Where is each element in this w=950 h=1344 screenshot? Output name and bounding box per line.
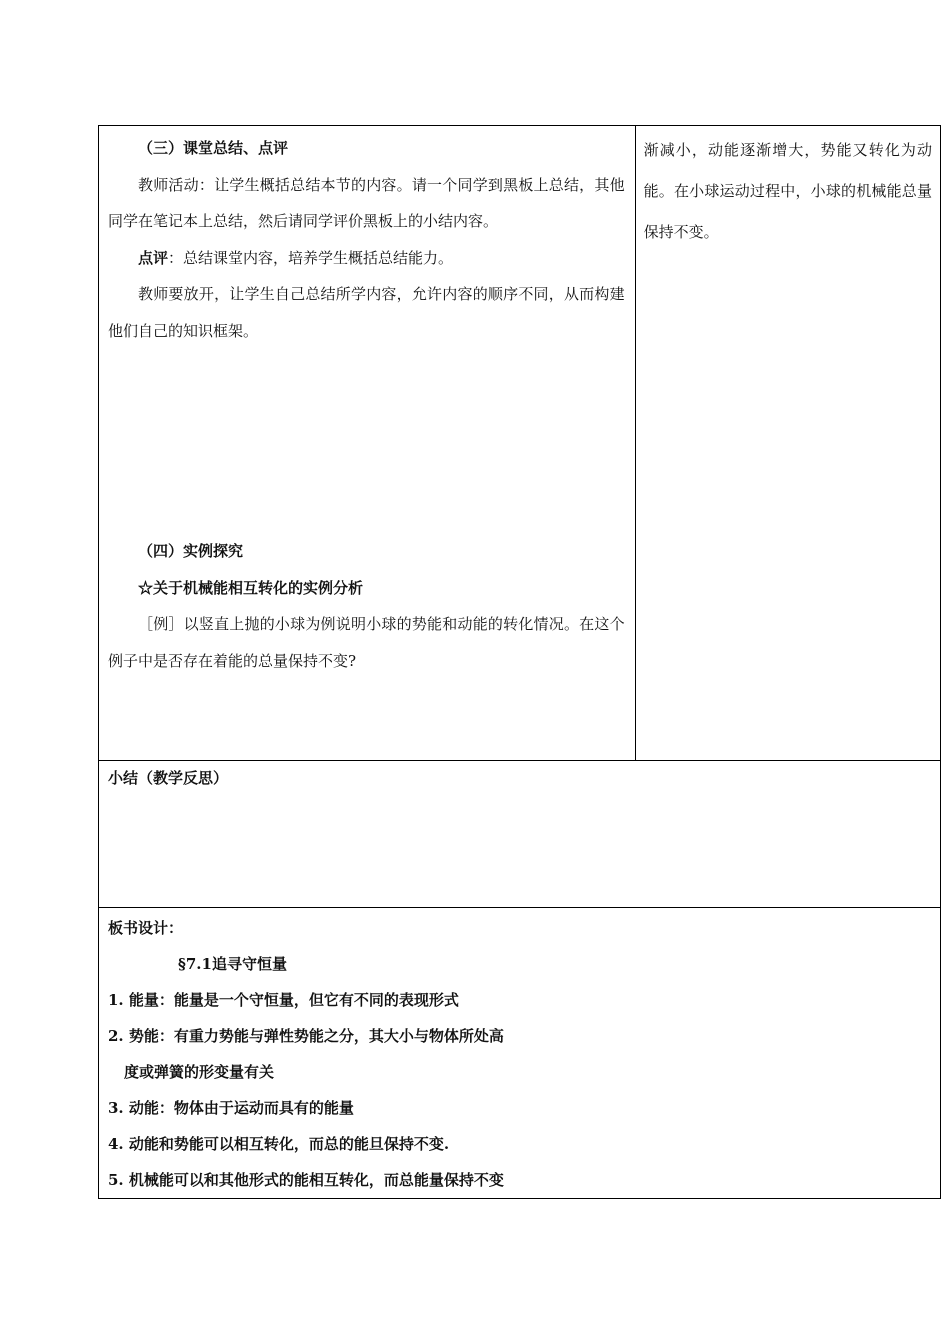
comment-text: ：总结课堂内容，培养学生概括总结能力。	[168, 248, 454, 267]
blank-space	[108, 349, 625, 533]
board-item: 1. 能量：能量是一个守恒量，但它有不同的表现形式	[108, 991, 459, 1009]
teacher-activity-text: 教师活动：让学生概括总结本节的内容。请一个同学到黑板上总结，其他同学在笔记本上总结，然后请同学评价黑板上的小结内容。	[108, 175, 625, 230]
comment-paragraph	[108, 240, 625, 277]
board-row	[99, 908, 941, 1199]
board-item: 4. 动能和势能可以相互转化，而总的能旦保持不变.	[108, 1135, 450, 1153]
section4-subheading: ☆关于机械能相互转化的实例分析	[138, 578, 364, 597]
board-item: 3. 动能：物体由于运动而具有的能量	[108, 1099, 354, 1117]
board-item-continuation: 度或弹簧的形变量有关	[124, 1063, 275, 1081]
right-column-text: 渐减小，动能逐渐增大，势能又转化为动能。在小球运动过程中，小球的机械能总量保持不变。	[643, 141, 932, 241]
teacher-note-text: 教师要放开，让学生自己总结所学内容，允许内容的顺序不同，从而构建他们自己的知识框架。	[108, 285, 625, 340]
summary-label: 小结（教学反思）	[108, 769, 229, 787]
board-item: 2. 势能：有重力势能与弹性势能之分，其大小与物体所处高	[108, 1027, 504, 1045]
main-row	[99, 126, 941, 761]
board-design-cell	[99, 908, 941, 1199]
summary-row	[99, 761, 941, 908]
board-item: 5. 机械能可以和其他形式的能相互转化，而总能量保持不变	[108, 1171, 504, 1189]
lesson-plan-table	[98, 125, 941, 1199]
section4-heading: （四）实例探究	[138, 542, 244, 560]
comment-label: 点评	[138, 248, 169, 267]
section3-heading: （三）课堂总结、点评	[138, 139, 289, 157]
right-notes-cell	[635, 126, 940, 761]
summary-cell	[99, 761, 941, 908]
board-label: 板书设计：	[108, 919, 184, 937]
example-text: ［例］以竖直上抛的小球为例说明小球的势能和动能的转化情况。在这个例子中是否存在着能的总量保持不变?	[108, 615, 625, 670]
board-title: §7.1追寻守恒量	[178, 955, 287, 973]
main-content-cell	[99, 126, 636, 761]
